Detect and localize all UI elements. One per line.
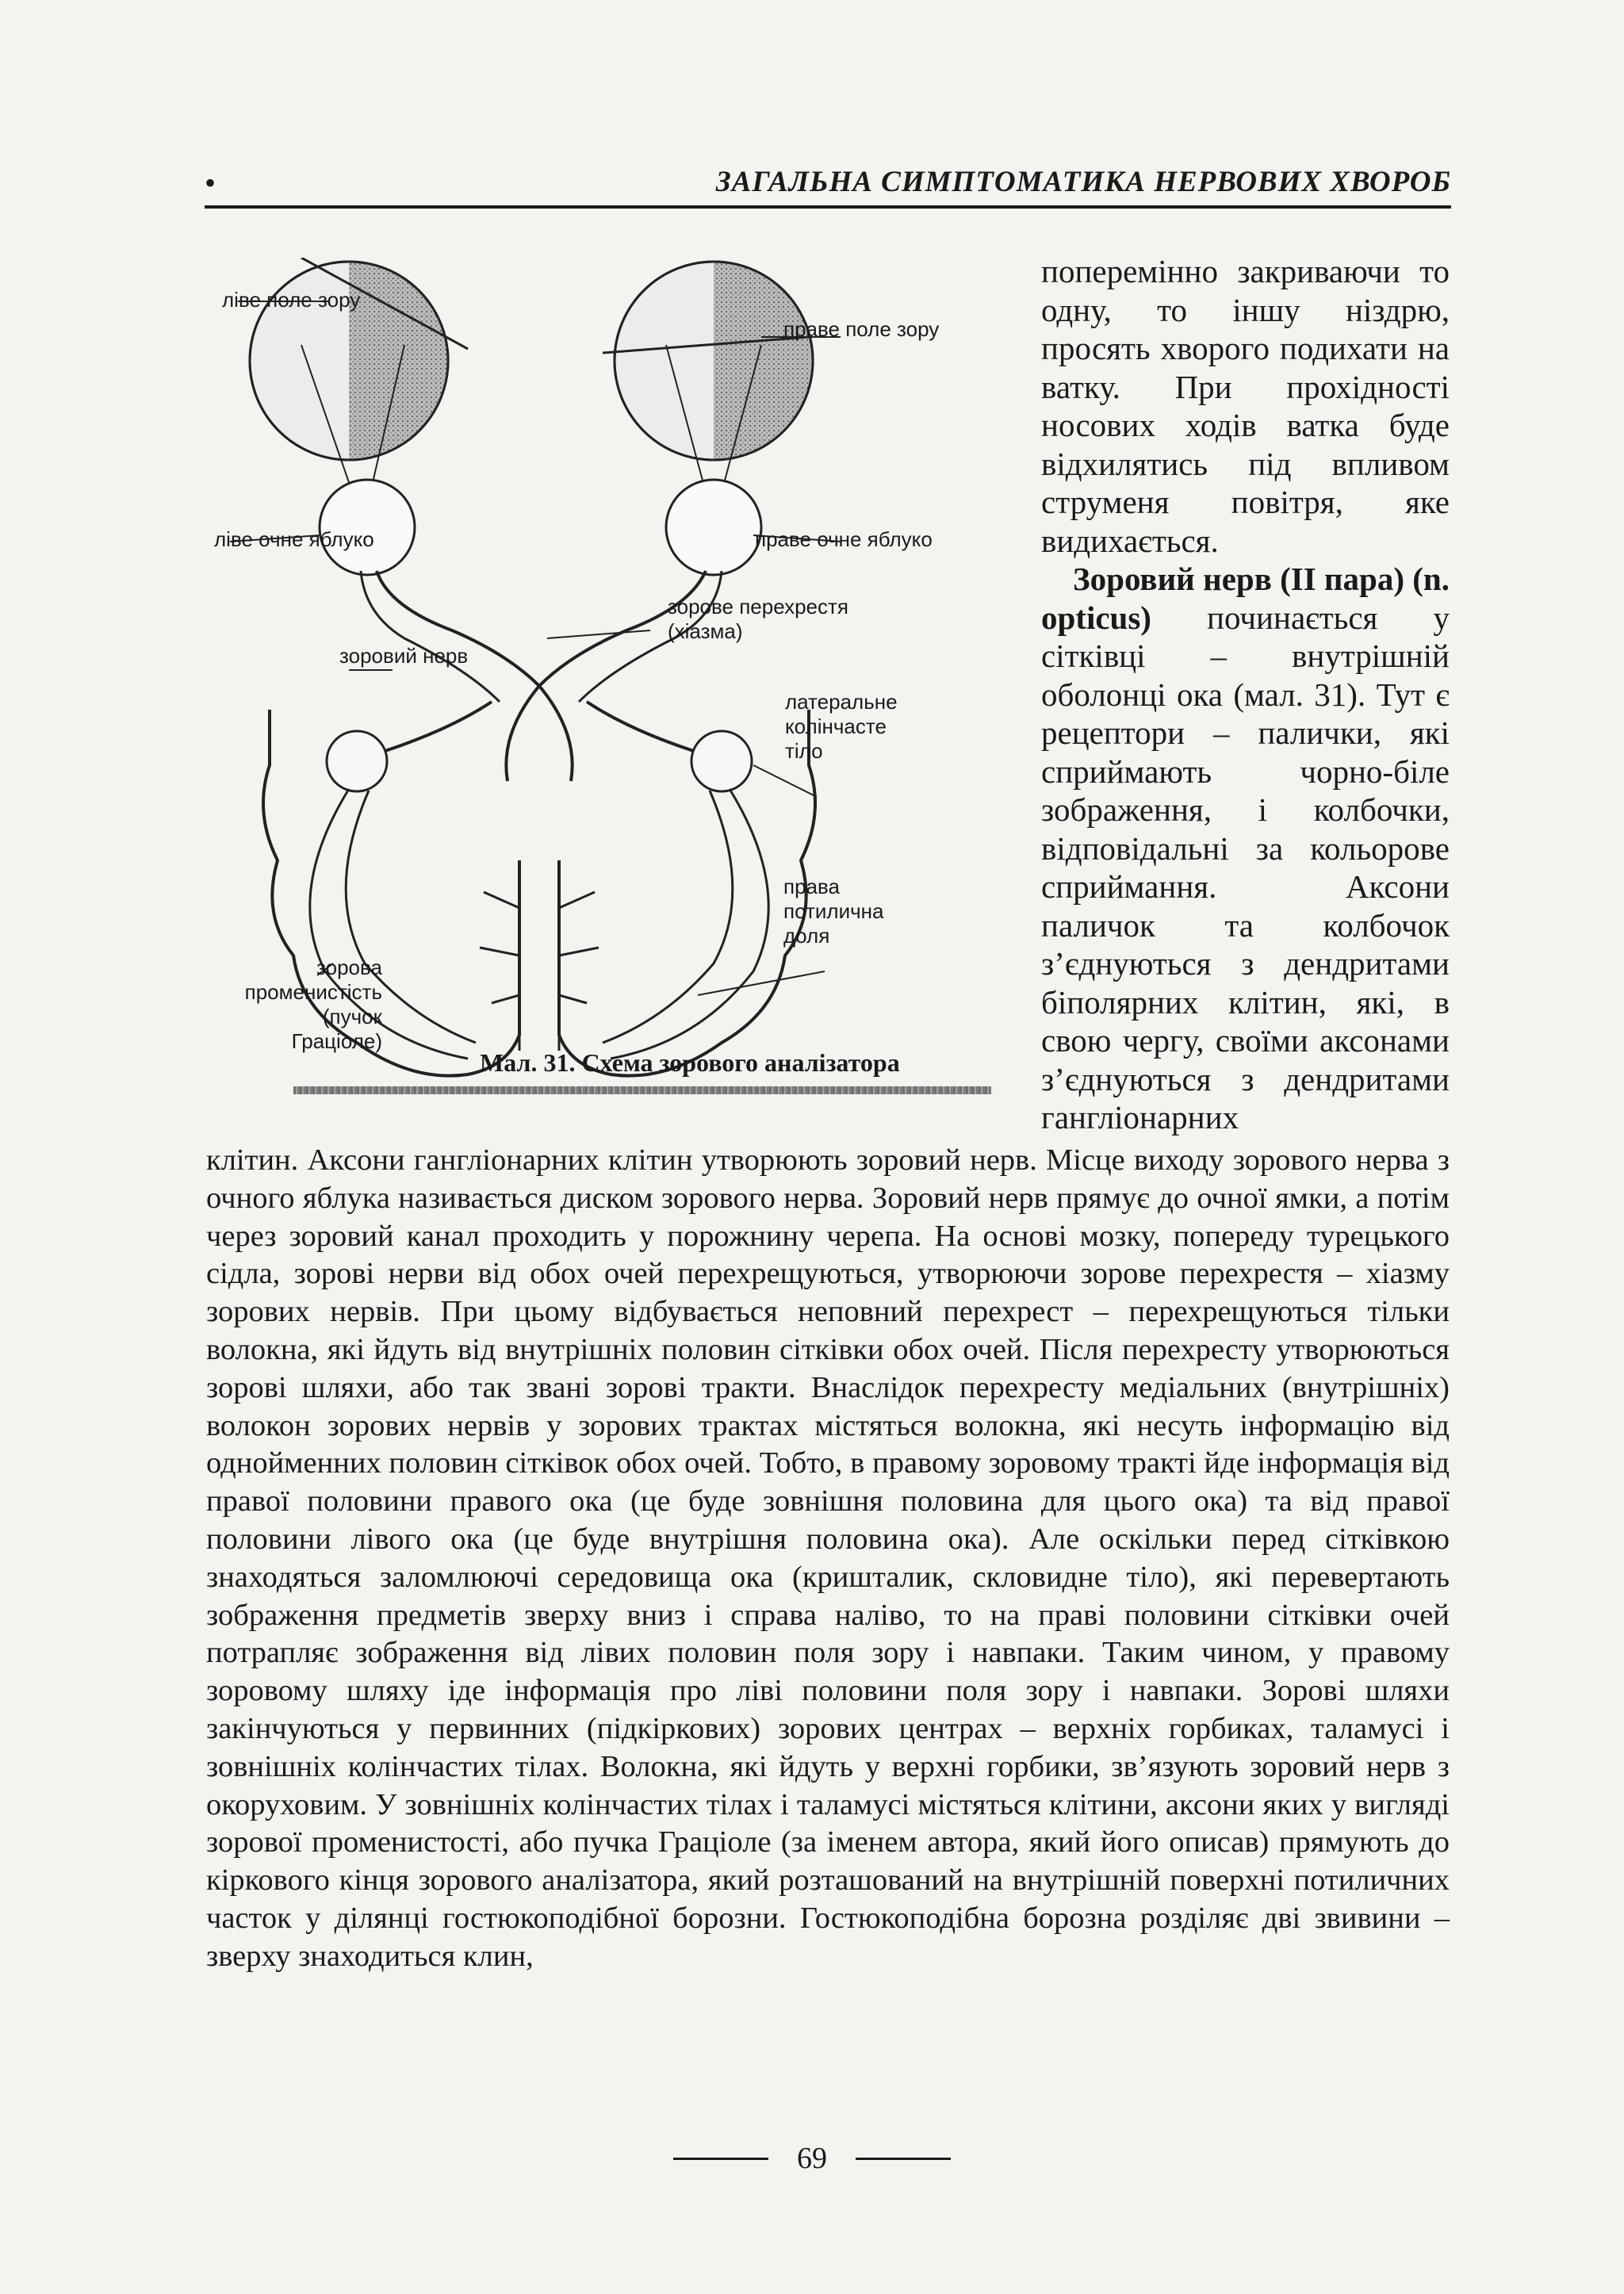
figure-caption: Мал. 31. Схема зорового аналізатора [480,1048,900,1077]
right-lgn [691,731,752,791]
side-paragraph-2-text: починається у сітківці – внутрішній оболонці ока (мал. 31). Тут є рецептори – палички, які сприймають чорно-біле зображення, і колбочки, відповідальні за кольорове сприймання. Аксони паличок та колбочок з’єднуються з дендритами біполярних клітин, які, в свою чергу, своїми аксонами з’єднуються з дендритами гангліонарних [1041,599,1450,1136]
header-bullet: • [205,165,216,201]
left-lgn [327,731,387,791]
label-lgn-line1: латеральне [785,690,898,714]
caption-rule [293,1086,991,1094]
section-heading: Зоровий нерв (II пара) (n. opticus) [1041,561,1450,636]
label-radiation-line4: Граціоле) [291,1029,382,1053]
label-right-eyeball: праве очне яблуко [755,527,933,551]
page-footer [0,2141,1624,2176]
label-chiasm-line1: зорове перехрестя [668,595,849,618]
running-head-title: ЗАГАЛЬНА СИМПТОМАТИКА НЕРВОВИХ ХВОРОБ [715,166,1451,198]
page-number: 69 [797,2142,827,2175]
footer-rule-left [673,2158,768,2160]
label-optic-nerve: зоровий нерв [339,644,469,668]
label-radiation-line1: зорова [316,956,382,979]
visual-analyzer-figure [206,258,999,1114]
main-paragraph: клітин. Аксони гангліонарних клітин утворюють зоровий нерв. Місце виходу зорового нерва з очного яблука називається диском зорового нерва. Зоровий нерв прямує до очної ямки, а потім через зоровий канал проходить у порожнину черепа. На основі мозку, попереду турецького сідла, зорові нерви від обох очей перехрещуються, утворюючи зорове перехрестя – хіазму зорових нервів. При цьому відбувається неповний перехрест – перехрещуються тільки волокна, які йдуть від внутрішніх половин сітківки обох очей. Після перехресту утворюються зорові шляхи, або так звані зорові тракти. Внаслідок перехресту медіальних (внутрішніх) волокон зорових нервів у зорових трактах містяться волокна, які несуть інформацію від однойменних половин сітківок обох очей. Тобто, в правому зоровому тракті йде інформація від правої половини правого ока (це буде зовнішня половина для цього ока) та від правої половини лівого ока (це буде внутрішня половина ока). Але оскільки перед сітківкою знаходяться заломлюючі середовища ока (кришталик, скловидне тіло), які перевертають зображення предметів зверху вниз і справа наліво, то на праві половини сітківки очей потрапляє зображення від лівих половин поля зору і навпаки. Таким чином, у правому зоровому шляху іде інформація про ліві половини поля зору і навпаки. Зорові шляхи закінчуються у первинних (підкіркових) зорових центрах – верхніх горбиках, таламусі і зовнішніх колінчастих тілах. Волокна, які йдуть у верхні горбики, зв’язують зоровий нерв з окоруховим. У зовнішніх колінчастих тілах і таламусі містяться клітини, аксони яких у вигляді зорової променистості, або пучка Граціоле (за іменем автора, який його описав) прямують до кіркового кінця зорового аналізатора, який розташований на внутрішній поверхні потиличних часток у ділянці гостюкоподібної борозни. Гостюкоподібна борозна розділяє дві звивини – зверху знаходиться клин, [206,1143,1450,1973]
right-eyeball [666,480,761,575]
right-optic-radiation [611,789,768,1059]
label-occipital-line2: потилична [783,899,884,923]
side-column [1041,252,1450,1137]
label-lgn-line2: колінчасте [785,714,887,738]
label-optic-radiation [184,956,382,1054]
side-paragraph-2 [1041,560,1450,1137]
label-chiasm [668,595,848,644]
label-occipital-line3: доля [783,924,830,948]
right-hemisphere [559,710,815,1076]
label-right-visual-field: праве поле зору [783,317,940,341]
label-chiasm-line2: (хіазма) [668,619,743,643]
label-lgn-line3: тіло [785,739,823,763]
label-occipital-lobe [783,875,883,948]
label-occipital-line1: права [783,875,840,898]
right-field-shading [714,262,813,460]
label-left-visual-field: ліве поле зору [222,288,361,312]
footer-rule-right [856,2158,951,2160]
running-head [205,165,1451,209]
left-optic-nerve [377,571,573,781]
main-body [206,1142,1450,1976]
label-left-eyeball: ліве очне яблуко [214,527,374,551]
label-radiation-line3: (пучок [322,1005,382,1028]
side-paragraph-1: поперемінно закриваючи то одну, то іншу ніздрю, просять хворого подихати на ватку. При прохідності носових ходів ватка буде відхилятись під впливом струменя повітря, яке видихається. [1041,253,1450,559]
label-lgn [785,690,898,764]
label-radiation-line2: променистість [244,980,382,1004]
